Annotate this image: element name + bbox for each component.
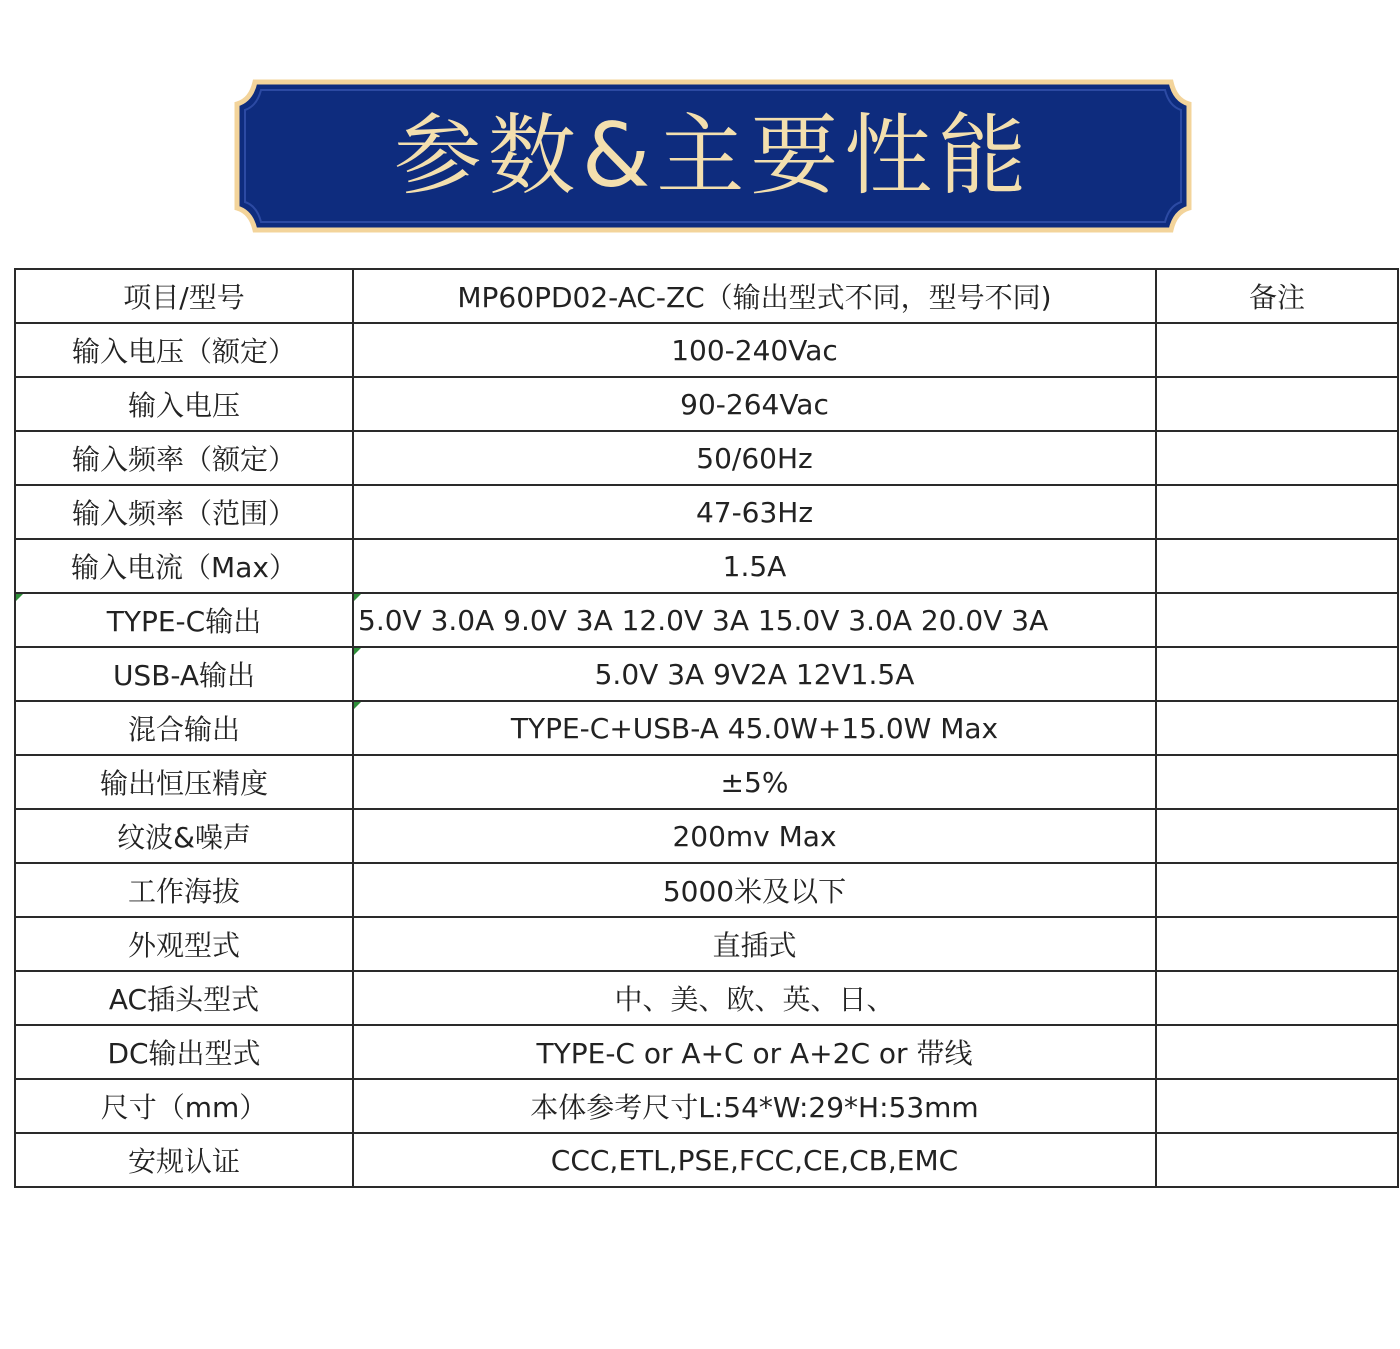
row-remark	[1156, 593, 1398, 647]
row-remark	[1156, 863, 1398, 917]
row-label: 输入电压（额定）	[15, 323, 353, 377]
row-label: 工作海拔	[15, 863, 353, 917]
row-label	[15, 593, 353, 647]
row-label: 输入频率（额定）	[15, 431, 353, 485]
row-remark	[1156, 755, 1398, 809]
table-row	[15, 539, 1398, 593]
row-value-text: TYPE-C+USB-A 45.0W+15.0W Max	[510, 711, 999, 745]
row-value	[353, 647, 1156, 701]
row-remark	[1156, 485, 1398, 539]
row-label: 输入频率（范围）	[15, 485, 353, 539]
row-value: TYPE-C or A+C or A+2C or 带线	[353, 1025, 1156, 1079]
row-value: CCC,ETL,PSE,FCC,CE,CB,EMC	[353, 1133, 1156, 1187]
cell-comment-marker	[354, 648, 361, 655]
table-row	[15, 323, 1398, 377]
table-row	[15, 917, 1398, 971]
table-row	[15, 1025, 1398, 1079]
table-row	[15, 647, 1398, 701]
table-row	[15, 485, 1398, 539]
table-row	[15, 431, 1398, 485]
cell-comment-marker	[354, 594, 361, 601]
table-row	[15, 377, 1398, 431]
row-remark	[1156, 431, 1398, 485]
row-remark	[1156, 1079, 1398, 1133]
table-row	[15, 755, 1398, 809]
row-label: 输入电流（Max）	[15, 539, 353, 593]
row-remark	[1156, 809, 1398, 863]
row-label: 尺寸（mm）	[15, 1079, 353, 1133]
banner-title: 参数&主要性能	[393, 104, 1033, 207]
row-value: 5000米及以下	[353, 863, 1156, 917]
row-value: 47-63Hz	[353, 485, 1156, 539]
row-remark	[1156, 323, 1398, 377]
row-value	[353, 593, 1156, 647]
row-remark	[1156, 917, 1398, 971]
row-remark	[1156, 971, 1398, 1025]
row-label: DC输出型式	[15, 1025, 353, 1079]
row-remark	[1156, 539, 1398, 593]
header-model: MP60PD02-AC-ZC（输出型式不同，型号不同)	[353, 269, 1156, 323]
row-label: AC插头型式	[15, 971, 353, 1025]
row-value: 200mv Max	[353, 809, 1156, 863]
row-label: 安规认证	[15, 1133, 353, 1187]
table-row	[15, 1133, 1398, 1187]
row-label-text: TYPE-C输出	[106, 605, 262, 638]
table-row	[15, 701, 1398, 755]
cell-comment-marker	[354, 702, 361, 709]
row-label: 混合输出	[15, 701, 353, 755]
row-value: 中、美、欧、英、日、	[353, 971, 1156, 1025]
row-remark	[1156, 377, 1398, 431]
spec-table	[14, 268, 1399, 1188]
row-value: 本体参考尺寸L:54*W:29*H:53mm	[353, 1079, 1156, 1133]
row-value: 50/60Hz	[353, 431, 1156, 485]
row-remark	[1156, 647, 1398, 701]
header-item: 项目/型号	[15, 269, 353, 323]
table-row	[15, 809, 1398, 863]
row-value: 直插式	[353, 917, 1156, 971]
row-value: 1.5A	[353, 539, 1156, 593]
table-row	[15, 593, 1398, 647]
row-label: 外观型式	[15, 917, 353, 971]
row-value-text: 5.0V 3A 9V2A 12V1.5A	[594, 657, 915, 691]
row-remark	[1156, 1025, 1398, 1079]
row-remark	[1156, 1133, 1398, 1187]
row-label: 输入电压	[15, 377, 353, 431]
row-remark	[1156, 701, 1398, 755]
table-row	[15, 971, 1398, 1025]
header-remark: 备注	[1156, 269, 1398, 323]
table-row	[15, 863, 1398, 917]
row-value-text: 5.0V 3.0A 9.0V 3A 12.0V 3A 15.0V 3.0A 20.0V 3A	[358, 603, 1049, 637]
table-row	[15, 1079, 1398, 1133]
row-label: 纹波&噪声	[15, 809, 353, 863]
row-label: 输出恒压精度	[15, 755, 353, 809]
row-value: 90-264Vac	[353, 377, 1156, 431]
title-banner	[233, 78, 1193, 234]
cell-comment-marker	[16, 594, 23, 601]
row-value: ±5%	[353, 755, 1156, 809]
table-header-row	[15, 269, 1398, 323]
row-value	[353, 701, 1156, 755]
row-value: 100-240Vac	[353, 323, 1156, 377]
row-label: USB-A输出	[15, 647, 353, 701]
